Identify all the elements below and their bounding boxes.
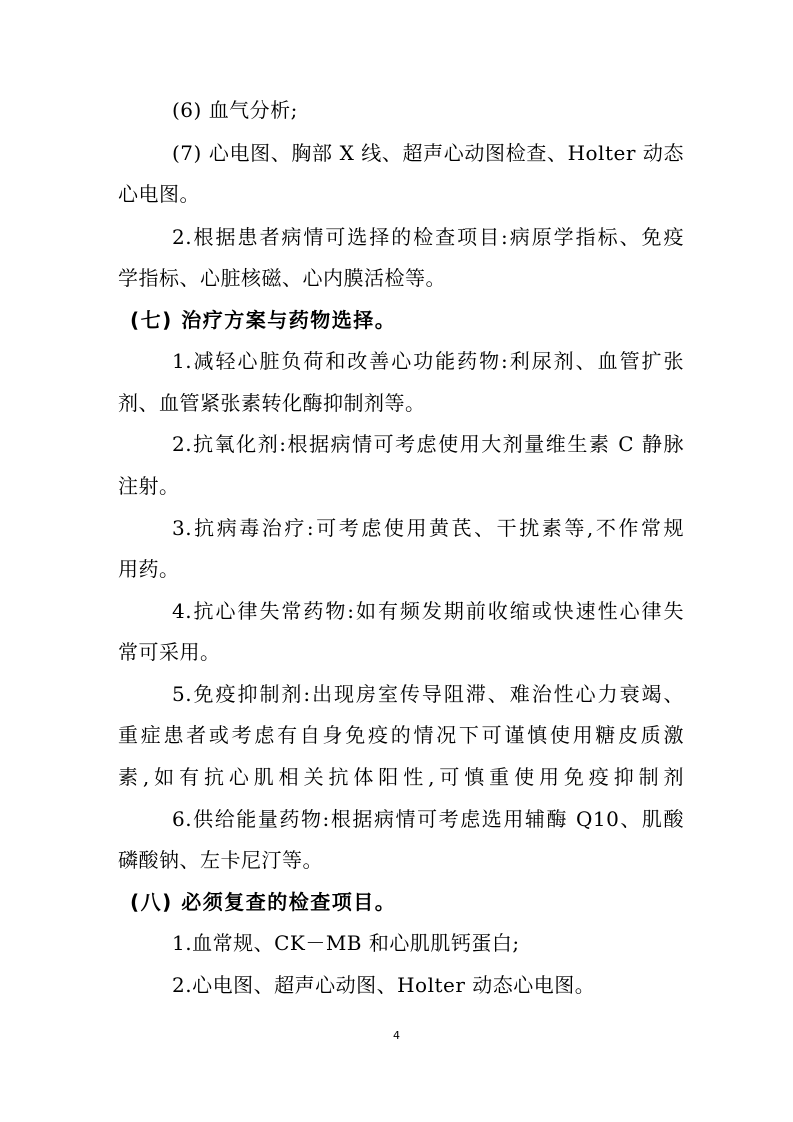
list-item-ecg-line-2: 心电图。 bbox=[118, 182, 200, 206]
paragraph-recheck-ecg: 2.心电图、超声心动图、Holter 动态心电图。 bbox=[172, 973, 596, 997]
paragraph-immunosuppressant-line-2: 重症患者或考虑有自身免疫的情况下可谨慎使用糖皮质激 bbox=[118, 723, 684, 747]
list-item-ecg-line-1: (7) 心电图、胸部 X 线、超声心动图检查、Holter 动态 bbox=[172, 141, 684, 165]
paragraph-immunosuppressant-line-1: 5.免疫抑制剂:出现房室传导阻滞、难治性心力衰竭、 bbox=[172, 682, 684, 706]
list-item-blood-gas: (6) 血气分析; bbox=[172, 98, 298, 122]
paragraph-antioxidant-line-2: 注射。 bbox=[118, 474, 180, 498]
paragraph-energy-supply-line-2: 磷酸钠、左卡尼汀等。 bbox=[118, 848, 323, 872]
section-heading-treatment: (七) 治疗方案与药物选择。 bbox=[130, 308, 397, 332]
paragraph-cardiac-load-line-2: 剂、血管紧张素转化酶抑制剂等。 bbox=[118, 391, 426, 415]
section-heading-recheck: (八) 必须复查的检查项目。 bbox=[130, 890, 397, 914]
paragraph-optional-tests-line-1: 2.根据患者病情可选择的检查项目:病原学指标、免疫 bbox=[172, 225, 684, 249]
paragraph-antioxidant-line-1: 2.抗氧化剂:根据病情可考虑使用大剂量维生素 C 静脉 bbox=[172, 432, 684, 456]
paragraph-optional-tests-line-2: 学指标、心脏核磁、心内膜活检等。 bbox=[118, 266, 446, 290]
paragraph-antiviral-line-2: 用药。 bbox=[118, 557, 180, 581]
paragraph-antiarrhythmic-line-2: 常可采用。 bbox=[118, 640, 221, 664]
paragraph-antiarrhythmic-line-1: 4.抗心律失常药物:如有频发期前收缩或快速性心律失 bbox=[172, 599, 684, 623]
paragraph-antiviral-line-1: 3.抗病毒治疗:可考虑使用黄芪、干扰素等,不作常规 bbox=[172, 516, 684, 540]
paragraph-energy-supply-line-1: 6.供给能量药物:根据病情可考虑选用辅酶 Q10、肌酸 bbox=[172, 807, 684, 831]
paragraph-cardiac-load-line-1: 1.减轻心脏负荷和改善心功能药物:利尿剂、血管扩张 bbox=[172, 349, 684, 373]
paragraph-immunosuppressant-line-3: 素,如有抗心肌相关抗体阳性,可慎重使用免疫抑制剂 bbox=[118, 765, 684, 789]
paragraph-recheck-blood: 1.血常规、CK－MB 和心肌肌钙蛋白; bbox=[172, 931, 520, 955]
page-number: 4 bbox=[393, 1029, 400, 1042]
